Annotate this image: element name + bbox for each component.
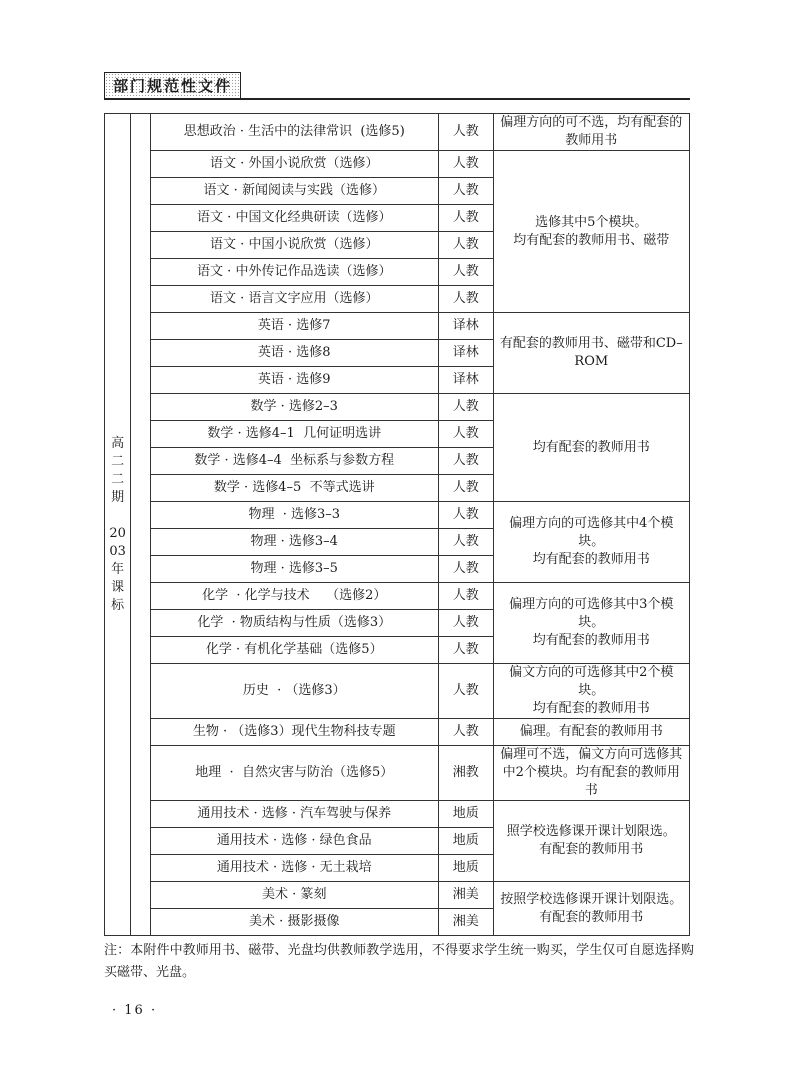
publisher-cell: 人教 [438, 232, 493, 259]
table-row [105, 801, 690, 828]
publisher-cell: 地质 [438, 828, 493, 855]
remark-line: 均有配套的教师用书、磁带 [513, 232, 670, 248]
remark-cell [493, 664, 689, 719]
publisher-cell: 人教 [438, 421, 493, 448]
textbook-name-cell: 物理 · 选修3–5 [150, 556, 438, 583]
semester-label-char: 二 [111, 471, 125, 487]
textbook-name-cell: 数学 · 选修4–1 几何证明选讲 [150, 421, 438, 448]
header-rule [104, 98, 690, 100]
textbook-name-cell: 化学 · 有机化学基础（选修5） [150, 637, 438, 664]
textbook-name-cell: 语文 · 中国文化经典研读（选修） [150, 205, 438, 232]
textbook-name-cell: 数学 · 选修2–3 [150, 394, 438, 421]
semester-label-char: 期 [111, 489, 125, 505]
publisher-cell: 人教 [438, 178, 493, 205]
textbook-name-cell: 语文 · 外国小说欣赏（选修） [150, 151, 438, 178]
textbook-table-body [105, 114, 690, 936]
publisher-cell: 人教 [438, 719, 493, 746]
table-row [105, 746, 690, 801]
publisher-cell: 地质 [438, 855, 493, 882]
remark-line: 偏理。有配套的教师用书 [519, 724, 663, 739]
table-row [105, 882, 690, 909]
publisher-cell: 译林 [438, 340, 493, 367]
remark-line: 均有配套的教师用书 [532, 552, 650, 567]
publisher-cell: 人教 [438, 114, 493, 151]
textbook-name-cell: 数学 · 选修4–5 不等式选讲 [150, 475, 438, 502]
publisher-cell: 地质 [438, 801, 493, 828]
table-row [105, 151, 690, 178]
remark-line: 均有配套的教师用书 [532, 633, 650, 648]
publisher-cell: 译林 [438, 367, 493, 394]
textbook-name-cell: 化学 · 物质结构与性质（选修3） [150, 610, 438, 637]
remark-line: 教师用书 [565, 133, 618, 148]
semester-label-char: 高 [111, 435, 125, 451]
semester-label-char: 03 [109, 543, 126, 559]
textbook-name-cell: 美术 · 篆刻 [150, 882, 438, 909]
remark-line: 有配套的教师用书 [539, 909, 644, 925]
remark-line: 照学校选修课开课计划限选。 [506, 824, 676, 839]
publisher-cell: 人教 [438, 502, 493, 529]
remark-line: 均有配套的教师用书 [532, 701, 650, 716]
remark-cell [493, 583, 689, 664]
remark-line: ROM [574, 354, 609, 369]
remark-line: 按照学校选修课开课计划限选。 [500, 891, 683, 907]
publisher-cell: 人教 [438, 637, 493, 664]
semester-label-char: 20 [109, 525, 126, 541]
semester-label-char: 年 [111, 561, 125, 577]
textbook-name-cell: 生物 · （选修3）现代生物科技专题 [150, 719, 438, 746]
publisher-cell: 人教 [438, 583, 493, 610]
textbook-name-cell: 通用技术 · 选修 · 绿色食品 [150, 828, 438, 855]
section-header-label: 部门规范性文件 [104, 72, 241, 99]
remark-cell [493, 746, 689, 801]
textbook-name-cell: 英语 · 选修9 [150, 367, 438, 394]
remark-line: 均有配套的教师用书 [532, 439, 650, 455]
textbook-name-cell: 语文 · 中外传记作品选读（选修） [150, 259, 438, 286]
table-row [105, 719, 690, 746]
publisher-cell: 人教 [438, 151, 493, 178]
publisher-cell: 人教 [438, 529, 493, 556]
publisher-cell: 湘美 [438, 882, 493, 909]
remark-cell [493, 114, 689, 151]
textbook-name-cell: 通用技术 · 选修 · 汽车驾驶与保养 [150, 801, 438, 828]
textbook-name-cell: 语文 · 中国小说欣赏（选修） [150, 232, 438, 259]
semester-label-char [109, 507, 126, 525]
remark-line: 偏理方向的可选修其中3个模块。 [509, 597, 674, 630]
publisher-cell: 湘教 [438, 746, 493, 801]
textbook-name-cell: 英语 · 选修7 [150, 313, 438, 340]
table-row [105, 394, 690, 421]
publisher-cell: 人教 [438, 286, 493, 313]
publisher-cell: 人教 [438, 448, 493, 475]
remark-line: 偏文方向的可选修其中2个模块。 [509, 665, 674, 698]
textbook-name-cell: 化学 · 化学与技术 （选修2） [150, 583, 438, 610]
table-row [105, 502, 690, 529]
textbook-name-cell: 通用技术 · 选修 · 无土栽培 [150, 855, 438, 882]
semester-label-char: 标 [111, 597, 125, 613]
remark-line: 有配套的教师用书、磁带和CD– [499, 336, 683, 351]
remark-line: 偏理方向的可选修其中4个模块。 [509, 516, 674, 549]
semester-label-char: 课 [111, 579, 125, 595]
table-row [105, 114, 690, 151]
publisher-cell: 湘美 [438, 909, 493, 936]
textbook-name-cell: 数学 · 选修4–4 坐标系与参数方程 [150, 448, 438, 475]
textbook-name-cell: 物理 · 选修3–3 [150, 502, 438, 529]
textbook-table [104, 113, 690, 936]
remark-cell [493, 151, 689, 313]
textbook-name-cell: 思想政治 · 生活中的法律常识 (选修5) [150, 114, 438, 151]
remark-cell [493, 313, 689, 394]
remark-cell [493, 882, 689, 936]
semester-label-char: 二 [111, 453, 125, 469]
remark-cell [493, 801, 689, 882]
remark-line: 偏理可不选，偏文方向可选修其 [500, 747, 683, 762]
remark-cell [493, 394, 689, 502]
publisher-cell: 人教 [438, 664, 493, 719]
textbook-name-cell: 语文 · 新闻阅读与实践（选修） [150, 178, 438, 205]
footnote: 注：本附件中教师用书、磁带、光盘均供教师教学选用，不得要求学生统一购买，学生仅可自愿选择购买磁带、光盘。 [104, 943, 694, 980]
remark-line: 中2个模块。均有配套的教师用书 [502, 765, 680, 798]
publisher-cell: 人教 [438, 556, 493, 583]
publisher-cell: 译林 [438, 313, 493, 340]
blank-column-cell [131, 114, 150, 936]
table-row [105, 313, 690, 340]
semester-label-cell [105, 114, 131, 936]
table-row [105, 664, 690, 719]
textbook-name-cell: 物理 · 选修3–4 [150, 529, 438, 556]
remark-line: 偏理方向的可不选，均有配套的 [500, 115, 683, 130]
textbook-name-cell: 地理 · 自然灾害与防治（选修5） [150, 746, 438, 801]
publisher-cell: 人教 [438, 259, 493, 286]
remark-cell [493, 502, 689, 583]
remark-line: 有配套的教师用书 [539, 842, 644, 857]
publisher-cell: 人教 [438, 205, 493, 232]
remark-cell [493, 719, 689, 746]
textbook-name-cell: 英语 · 选修8 [150, 340, 438, 367]
publisher-cell: 人教 [438, 475, 493, 502]
textbook-name-cell: 美术 · 摄影摄像 [150, 909, 438, 936]
page-number: · 16 · [112, 1003, 158, 1018]
textbook-name-cell: 语文 · 语言文字应用（选修） [150, 286, 438, 313]
textbook-name-cell: 历史 · （选修3） [150, 664, 438, 719]
remark-line: 选修其中5个模块。 [535, 214, 648, 230]
table-row [105, 583, 690, 610]
publisher-cell: 人教 [438, 610, 493, 637]
publisher-cell: 人教 [438, 394, 493, 421]
